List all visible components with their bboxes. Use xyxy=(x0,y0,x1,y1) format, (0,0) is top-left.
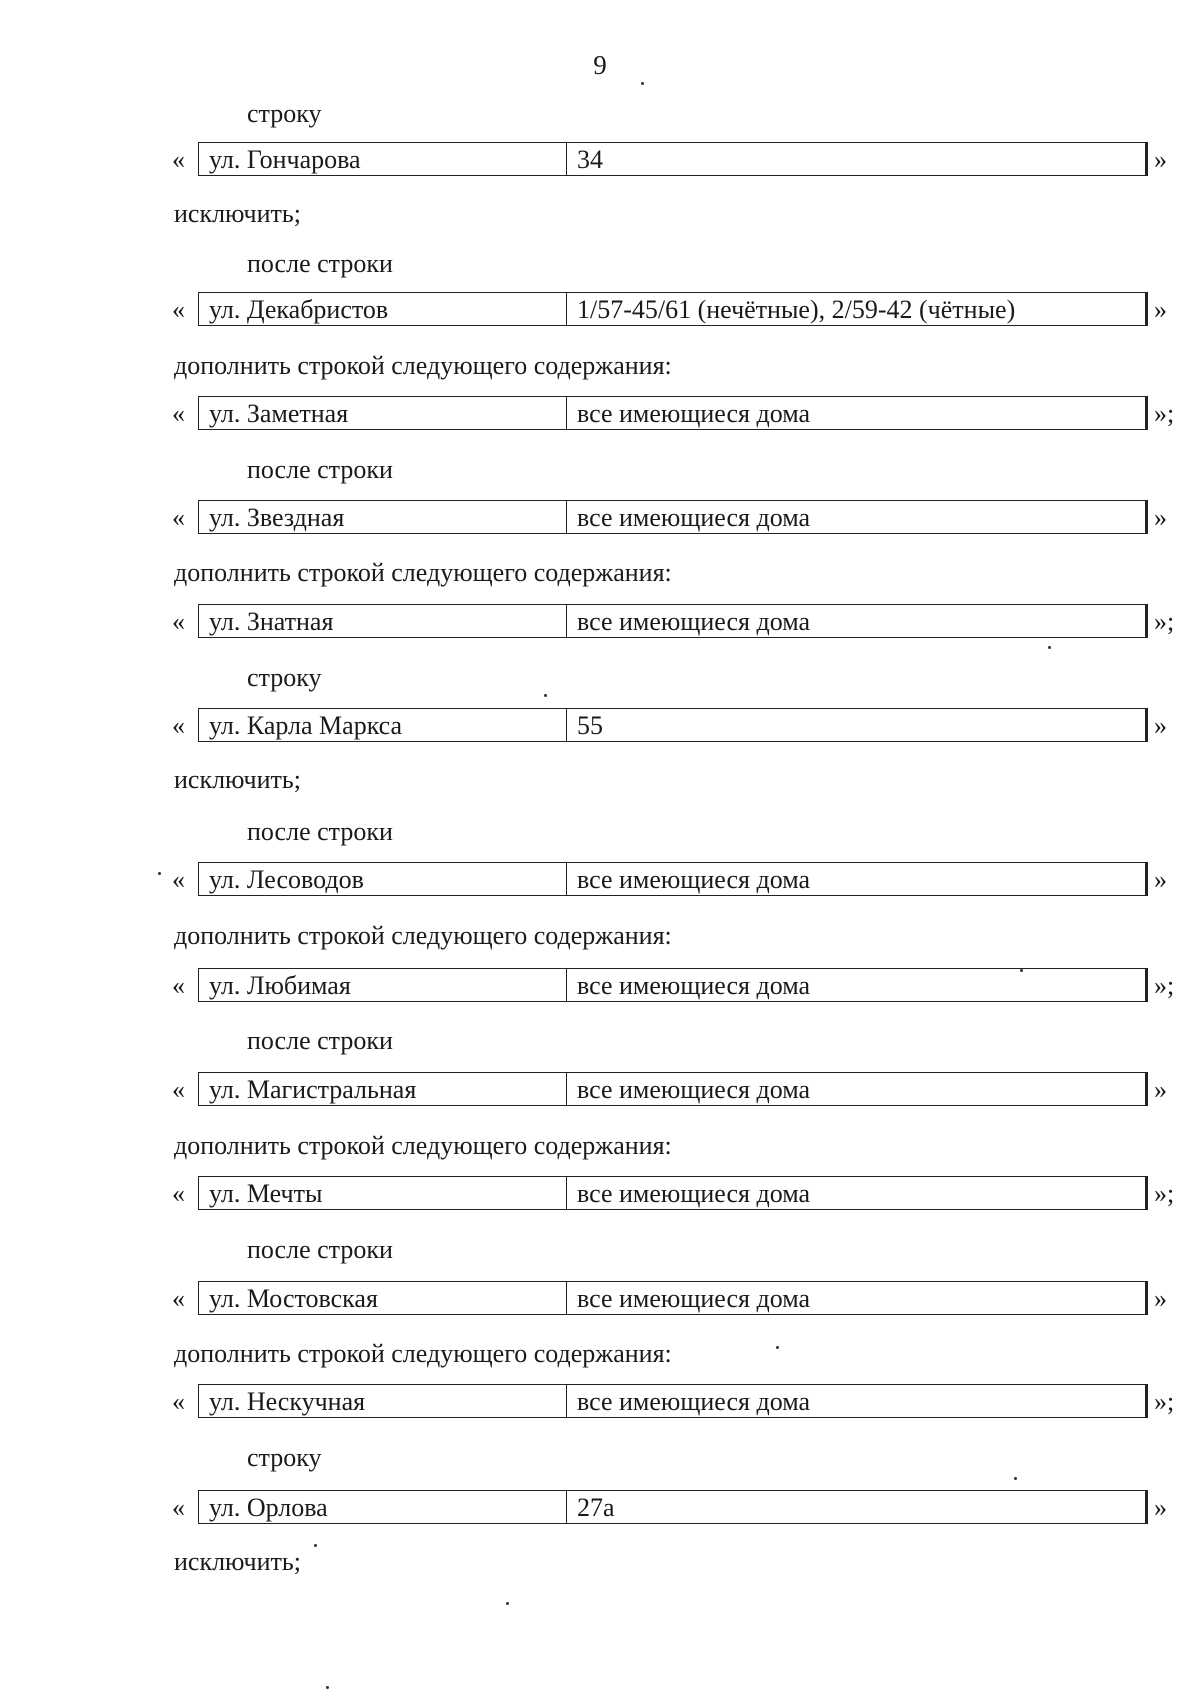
table-row xyxy=(172,396,1182,432)
page-number: 9 xyxy=(593,50,607,80)
instruction-heading: после строки xyxy=(247,455,393,484)
houses-cell: 27а xyxy=(566,1490,1148,1524)
close-quote: » xyxy=(1154,1493,1167,1522)
scan-speck xyxy=(1014,1477,1017,1480)
street-cell: ул. Магистральная xyxy=(198,1072,566,1106)
close-quote: » xyxy=(1154,503,1167,532)
table-row xyxy=(172,1490,1182,1526)
close-quote: »; xyxy=(1154,971,1175,1000)
street-cell: ул. Звездная xyxy=(198,500,566,534)
houses-cell: все имеющиеся дома xyxy=(566,1281,1148,1315)
scan-speck xyxy=(506,1602,509,1605)
street-cell: ул. Любимая xyxy=(198,968,566,1002)
instruction-text: исключить; xyxy=(174,765,301,794)
street-cell: ул. Декабристов xyxy=(198,292,566,326)
houses-cell: 34 xyxy=(566,142,1148,176)
close-quote: »; xyxy=(1154,607,1175,636)
instruction-text: дополнить строкой следующего содержания: xyxy=(174,558,672,587)
table-row xyxy=(172,1384,1182,1420)
open-quote: « xyxy=(172,399,185,428)
table-row xyxy=(172,500,1182,536)
instruction-text: дополнить строкой следующего содержания: xyxy=(174,921,672,950)
open-quote: « xyxy=(172,1387,185,1416)
scan-speck xyxy=(326,1686,329,1689)
table-row xyxy=(172,604,1182,640)
open-quote: « xyxy=(172,1493,185,1522)
table-row xyxy=(172,1176,1182,1212)
open-quote: « xyxy=(172,865,185,894)
scan-speck xyxy=(1048,646,1051,649)
close-quote: » xyxy=(1154,1075,1167,1104)
open-quote: « xyxy=(172,503,185,532)
instruction-heading: после строки xyxy=(247,1026,393,1055)
open-quote: « xyxy=(172,1075,185,1104)
houses-cell: 55 xyxy=(566,708,1148,742)
instruction-text: исключить; xyxy=(174,199,301,228)
table-row xyxy=(172,862,1182,898)
close-quote: »; xyxy=(1154,399,1175,428)
close-quote: » xyxy=(1154,865,1167,894)
houses-cell: все имеющиеся дома xyxy=(566,396,1148,430)
instruction-text: исключить; xyxy=(174,1547,301,1576)
street-cell: ул. Гончарова xyxy=(198,142,566,176)
open-quote: « xyxy=(172,971,185,1000)
close-quote: » xyxy=(1154,145,1167,174)
street-cell: ул. Орлова xyxy=(198,1490,566,1524)
instruction-heading: после строки xyxy=(247,1235,393,1264)
houses-cell: все имеющиеся дома xyxy=(566,1072,1148,1106)
street-cell: ул. Мостовская xyxy=(198,1281,566,1315)
open-quote: « xyxy=(172,1284,185,1313)
street-cell: ул. Знатная xyxy=(198,604,566,638)
street-cell: ул. Лесоводов xyxy=(198,862,566,896)
instruction-heading: строку xyxy=(247,1443,322,1472)
houses-cell: 1/57-45/61 (нечётные), 2/59-42 (чётные) xyxy=(566,292,1148,326)
close-quote: » xyxy=(1154,295,1167,324)
instruction-heading: строку xyxy=(247,99,322,128)
instruction-text: дополнить строкой следующего содержания: xyxy=(174,351,672,380)
scan-speck xyxy=(641,82,644,85)
table-row xyxy=(172,292,1182,328)
houses-cell: все имеющиеся дома xyxy=(566,968,1148,1002)
houses-cell: все имеющиеся дома xyxy=(566,1384,1148,1418)
street-cell: ул. Карла Маркса xyxy=(198,708,566,742)
table-row xyxy=(172,1281,1182,1317)
open-quote: « xyxy=(172,607,185,636)
table-row xyxy=(172,968,1182,1004)
instruction-heading: после строки xyxy=(247,249,393,278)
instruction-text: дополнить строкой следующего содержания: xyxy=(174,1339,672,1368)
instruction-heading: после строки xyxy=(247,817,393,846)
scan-speck xyxy=(776,1346,779,1349)
close-quote: »; xyxy=(1154,1387,1175,1416)
close-quote: » xyxy=(1154,1284,1167,1313)
scan-speck xyxy=(314,1544,317,1547)
scan-speck xyxy=(158,872,161,875)
table-row xyxy=(172,142,1182,178)
open-quote: « xyxy=(172,145,185,174)
houses-cell: все имеющиеся дома xyxy=(566,1176,1148,1210)
table-row xyxy=(172,708,1182,744)
houses-cell: все имеющиеся дома xyxy=(566,862,1148,896)
houses-cell: все имеющиеся дома xyxy=(566,500,1148,534)
instruction-heading: строку xyxy=(247,663,322,692)
instruction-text: дополнить строкой следующего содержания: xyxy=(174,1131,672,1160)
street-cell: ул. Нескучная xyxy=(198,1384,566,1418)
scan-speck xyxy=(544,694,547,697)
houses-cell: все имеющиеся дома xyxy=(566,604,1148,638)
scan-speck xyxy=(1020,969,1023,972)
street-cell: ул. Мечты xyxy=(198,1176,566,1210)
close-quote: »; xyxy=(1154,1179,1175,1208)
table-row xyxy=(172,1072,1182,1108)
open-quote: « xyxy=(172,711,185,740)
close-quote: » xyxy=(1154,711,1167,740)
street-cell: ул. Заметная xyxy=(198,396,566,430)
open-quote: « xyxy=(172,295,185,324)
open-quote: « xyxy=(172,1179,185,1208)
